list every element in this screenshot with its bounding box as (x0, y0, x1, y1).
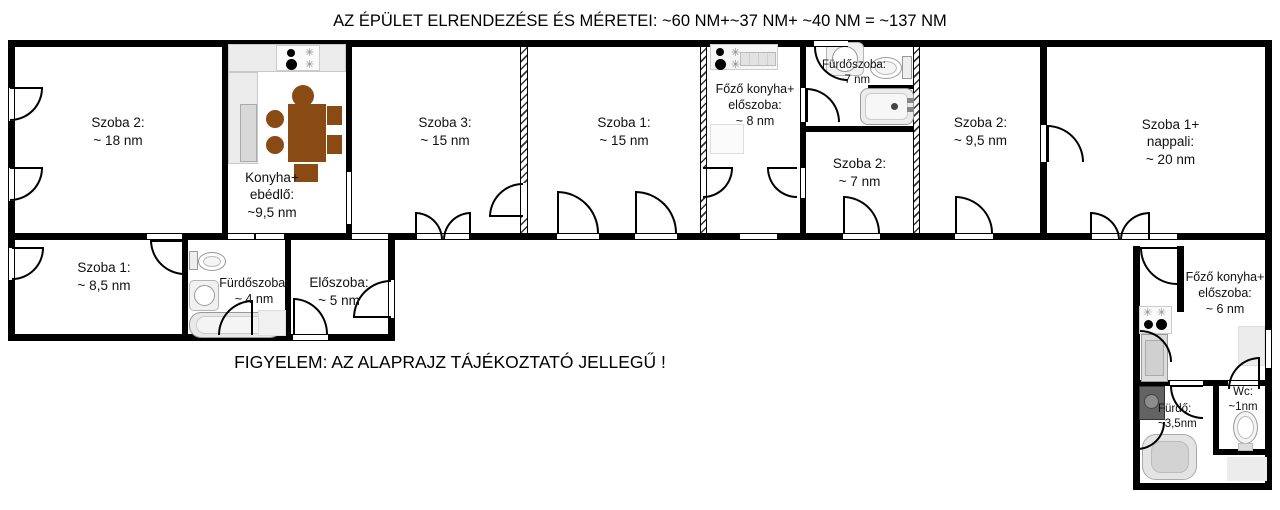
door-swing-arc (843, 196, 880, 233)
room-label: előszoba: (1198, 285, 1252, 300)
door-swing-arc (806, 88, 840, 122)
door-opening (635, 233, 677, 240)
door-opening (228, 233, 254, 240)
room-szoba2-18 (28, 104, 208, 160)
door-swing-arc (1047, 125, 1084, 162)
door-leaf (469, 212, 471, 240)
door-swing-arc (415, 212, 443, 240)
door-swing-arc (489, 183, 523, 217)
toilet-bowl-icon (203, 256, 221, 267)
toilet-tank-icon (189, 251, 198, 270)
room-szoba1-nappali-20 (1108, 106, 1233, 178)
door-opening (814, 40, 848, 47)
chair-icon (266, 136, 284, 154)
room-label: ebédlő: (249, 187, 295, 203)
door-leaf (1170, 385, 1203, 387)
door-swing-arc (1120, 212, 1150, 240)
room-area: ~ 18 nm (93, 133, 143, 148)
room-area: ~1nm (1228, 401, 1258, 413)
door-swing-arc (767, 168, 797, 198)
room-area: ~ 6 nm (1205, 302, 1245, 317)
kitchen-counter-icon (740, 52, 776, 66)
door-leaf (12, 247, 44, 249)
bathtub-inner-icon (865, 93, 908, 120)
disclaimer-text: FIGYELEM: AZ ALAPRAJZ TÁJÉKOZTATÓ JELLEGŰ ! (234, 352, 666, 372)
room-szoba3-15 (385, 104, 505, 160)
door-leaf (703, 167, 733, 169)
shower-icon (258, 310, 286, 336)
plan-title: AZ ÉPÜLET ELRENDEZÉSE ÉS MÉRETEI: ~60 NM+~37 NM+ ~40 NM = ~137 NM (333, 12, 947, 30)
room-label: Szoba 1+ (1141, 116, 1200, 132)
room-area: ~9,5 nm (247, 204, 297, 220)
drain-icon (891, 103, 898, 110)
room-label: Főző konyha+ (1185, 269, 1265, 284)
room-area: ~3,5nm (1158, 418, 1197, 430)
door-opening (955, 233, 993, 240)
door-opening (346, 172, 352, 224)
door-opening (147, 233, 182, 240)
room-eloszoba-5 (293, 272, 385, 312)
burner-icon (286, 59, 297, 70)
room-area: ~ 15 nm (599, 133, 649, 148)
dining-table-icon (288, 104, 326, 162)
burner-icon: ✳ (305, 47, 315, 59)
toilet-bowl-icon (1237, 416, 1254, 439)
room-label: Wc: (1233, 386, 1253, 399)
wall-hatched (913, 47, 920, 233)
door-leaf (1047, 125, 1049, 162)
faucet-icon (907, 98, 914, 103)
room-szoba2-7 (806, 150, 913, 196)
room-area: ~ 4 nm (234, 292, 274, 306)
room-label: Szoba 2: (953, 115, 1008, 131)
door-leaf (1258, 357, 1260, 389)
door-leaf (635, 191, 637, 233)
room-label: Előszoba: (309, 275, 369, 291)
faucet-icon (907, 107, 914, 112)
door-leaf (955, 196, 957, 233)
room-label: Szoba 1: (597, 115, 651, 131)
room-label: Fürdőszoba: (219, 275, 289, 290)
door-opening (293, 334, 328, 341)
burner-icon (1156, 319, 1167, 330)
chair-icon (292, 85, 314, 107)
room-area: ~ 9,5 nm (954, 133, 1007, 148)
wall-interior (806, 126, 913, 132)
room-fozo-konyha-8 (704, 74, 806, 136)
chair-icon (266, 110, 284, 128)
door-leaf (806, 88, 808, 122)
doormat-icon (1227, 457, 1267, 481)
burner-icon (716, 48, 724, 56)
burner-icon: ✳ (1143, 307, 1153, 319)
door-leaf (150, 240, 185, 242)
door-swing-arc (443, 212, 471, 240)
burner-icon (715, 59, 726, 70)
room-area: ~ 7 nm (838, 174, 881, 189)
door-swing-arc (635, 191, 677, 233)
door-opening (1150, 233, 1177, 240)
chair-icon (327, 135, 342, 154)
door-opening (352, 233, 388, 240)
door-swing-arc (955, 196, 993, 233)
room-label: Konyha+ (245, 169, 299, 185)
door-swing-arc (557, 191, 599, 233)
room-label: előszoba: (728, 97, 782, 112)
room-label: Szoba 1: (77, 260, 131, 276)
door-opening (1265, 330, 1272, 368)
door-swing-arc (703, 168, 733, 198)
toilet-base-icon (1238, 443, 1253, 451)
room-label: Fürdőszoba: (822, 59, 886, 72)
room-furdoszoba-7 (798, 58, 910, 88)
room-label: Fürdő: (1158, 403, 1192, 416)
room-szoba1-85 (28, 254, 180, 300)
room-area: ~ 5 nm (318, 293, 360, 308)
door-leaf (489, 215, 523, 217)
door-leaf (557, 191, 559, 233)
wall-left-right-wing (1133, 246, 1140, 490)
burner-icon: ✳ (731, 59, 741, 71)
door-opening (256, 233, 284, 240)
door-leaf (415, 212, 417, 240)
room-furdoszoba-4 (200, 272, 308, 310)
door-swing-arc (1090, 212, 1120, 240)
room-area: ~ 15 nm (420, 133, 470, 148)
room-label: Szoba 2: (91, 115, 145, 131)
room-szoba1-15 (564, 104, 684, 160)
room-area: ~ 8,5 nm (77, 278, 131, 293)
room-label: nappali: (1146, 134, 1195, 150)
room-area: ~ 20 nm (1145, 151, 1196, 167)
door-opening (740, 233, 777, 240)
door-opening (843, 233, 880, 240)
burner-icon: ✳ (305, 59, 315, 71)
door-swing-arc (1140, 248, 1177, 285)
kitchen-cabinet-icon (240, 104, 257, 162)
chair-icon (327, 106, 342, 125)
door-leaf (1140, 247, 1177, 249)
room-area: ~ 8 nm (735, 114, 775, 129)
room-konyha-ebedlo (224, 164, 320, 226)
room-fozo-konyha-6 (1178, 262, 1272, 324)
room-area: ~7 nm (837, 74, 871, 86)
wall-exterior-top (8, 40, 1272, 47)
door-leaf (1148, 212, 1150, 240)
burner-icon (287, 49, 295, 57)
washing-machine-door-icon (1144, 394, 1159, 409)
room-furdo-35 (1158, 402, 1216, 432)
room-label: Szoba 2: (832, 156, 887, 172)
door-opening (1040, 125, 1047, 162)
room-label: Szoba 3: (418, 115, 472, 131)
bathtub-inner-icon (1151, 441, 1189, 473)
door-leaf (10, 87, 43, 89)
room-wc-1 (1220, 386, 1266, 414)
wall-bottom-right-wing (1133, 483, 1272, 490)
room-szoba2-95 (923, 104, 1038, 160)
door-leaf (1090, 212, 1092, 240)
door-opening (557, 233, 599, 240)
burner-icon (1144, 320, 1153, 329)
room-label: Főző konyha+ (715, 81, 795, 96)
burner-icon: ✳ (1157, 307, 1167, 319)
door-leaf (10, 167, 43, 169)
door-leaf (353, 316, 391, 318)
door-leaf (843, 196, 845, 233)
door-leaf (767, 167, 797, 169)
door-swing-arc (10, 168, 43, 201)
burner-icon: ✳ (731, 47, 741, 59)
